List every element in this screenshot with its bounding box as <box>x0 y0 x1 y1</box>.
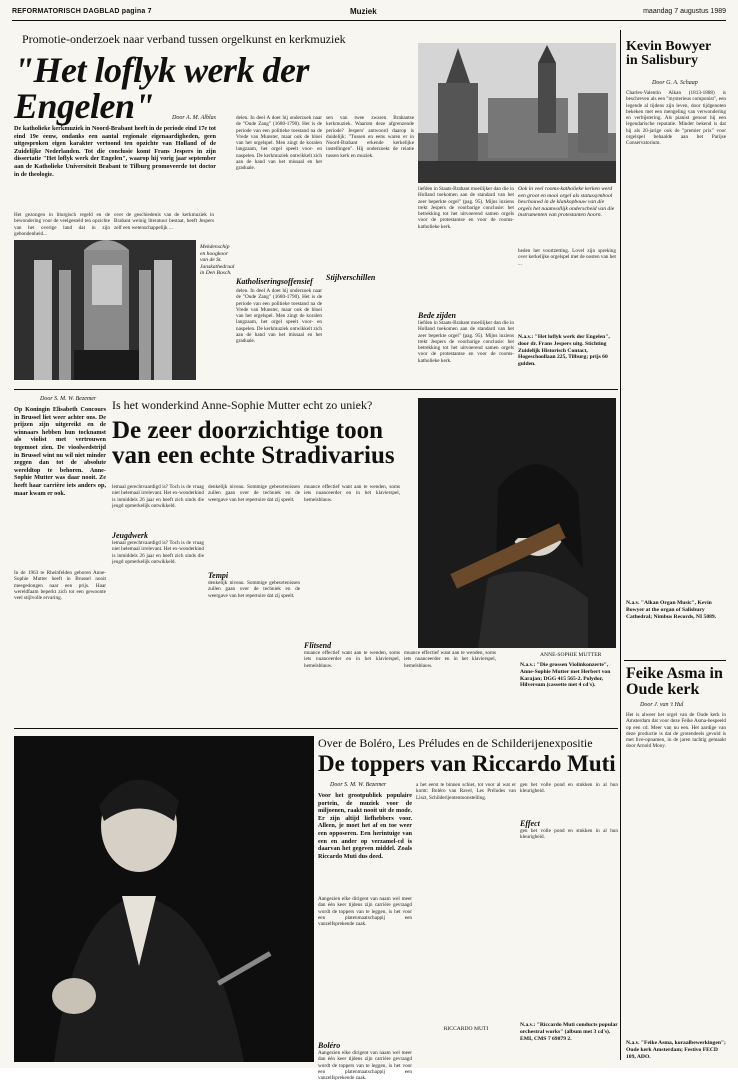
article3-body-col3b: gen het volle pond en stukken in al hun kleurigheid. <box>520 828 618 841</box>
article1-body-col4b: liefden in Staats-Brabant moeilijker dan die in Holland toekomen aan de standard van het zeer beperkte orgel" (pag. 95). Mijns inziens trekt Jespers de voorbarige conclusie: het betrekking tot het uitvoerend samen orgels voor de protestantse en voor de rooms-katholieke kerk. <box>418 320 514 364</box>
article2-body-col4: muance effectief want aan te wenden, soms iets nuanceerder en in het klavierspel, hemelsblauw. <box>304 484 400 503</box>
article1-body-col2b: delen. In deel A doet hij onderzoek naar de "Oude Zang" (1680-1790). Het is de periode van een politieke toestand na de Vrede van Munster, maar ook de bloei van het orgelspel. Men zingt de koralen langzaam, het orgel speelt voor- en naspelen. De kerkmuziek ontwikkelt zich aan de hand van het missaal en het graduale. <box>236 288 322 345</box>
article2-body-col3: denkelijk niveau. Sommige gebeurtenissen zullen gaan over de techniek en de weergave van het repertoire dat zij speelt. <box>208 484 300 503</box>
article1-body-col1b: over de geschiedenis van de kerkmuziek in Brabant weinig literatuur bestaat, heeft Jespers zelf een wetenschappelijk ... <box>114 212 214 231</box>
article1-subhead1: Katholiseringsoffensief <box>236 277 313 286</box>
article2-caption: ANNE-SOPHIE MUTTER <box>540 652 602 658</box>
article3-info: N.a.v.: "Riccardo Muti conducts popular orchestral works" (album met 3 cd's). EMI, CMS 7 69879 2. <box>520 1022 618 1042</box>
article1-info: N.a.v.: "Het loflyk werk der Engelen", door dr. Frans Jespers uitg. Stichting Zuidelijk Historisch Contact, Hogeschoollaan 225, Tilburg; prijs 60 gulden. <box>518 334 610 368</box>
article1-body-col1: Het gezongen in liturgisch regeld en de bewondering voor de veelgesteld ten opzichte van het overige land dat in zijn gebondenheid... <box>14 212 110 237</box>
sidebar-divider <box>624 660 726 661</box>
header-section: Muziek <box>350 7 377 16</box>
header-newspaper-name: REFORMATORISCH DAGBLAD pagina 7 <box>12 8 152 15</box>
sidebar2-body: Het is alweer het orgel van de Oude kerk in Amsterdam dat voor deze Feike Asma-bespeeld op een cd. Meer van nu een. Het aardige van deze productie is dat de grotendeels gevuld is met live-opnamen, in de jaren tachtig gemaakt door Arnold Mooy. <box>626 712 726 750</box>
riccardo-muti-photo <box>14 736 314 1062</box>
sidebar1-info: N.a.v. "Alkan Organ Music", Kevin Bowyer at the organ of Salisbury Cathedral; Nimbus Records, NI 5089. <box>626 600 717 620</box>
sidebar2-headline: Feike Asma in Oude kerk <box>626 665 723 698</box>
divider-line-2 <box>14 728 618 729</box>
article2-body-col5: muance effectief want aan te wenden, soms iets nuanceerder en in het klavierspel, hemelsblauw. <box>404 650 496 669</box>
article3-caption: RICCARDO MUTI <box>443 1026 489 1032</box>
article3-body-col2: a het eerst te binnen schiet, tot voor al wat er komt: Boléro van Ravel, Les Préludes van Liszt, Schilderijententoonstelling. <box>416 782 516 801</box>
article2-headline: De zeer doorzichtige toon van een echte Stradivarius <box>112 417 395 469</box>
article1-caption1: Mekdenschip en hoogkoor van de St. Janskathedraal in Den Bosch. <box>200 244 235 277</box>
article3-subhead2: Effect <box>520 819 540 828</box>
article2-subhead2: Tempi <box>208 571 229 580</box>
sidebar1-byline: Door G. A. Schaap <box>652 80 698 86</box>
article1-body-col5: heden het voortzetting. Lovel zijn spreking over kerkelijke orgelspel met de oosten van het ... <box>518 248 617 267</box>
article1-body-col2: delen. In deel A doet hij onderzoek naar de "Oude Zang" (1680-1790). Het is de periode van een politieke toestand na de Vrede van Munster, maar ook de bloei van het orgelspel. Men zingt de koralen langzaam, het orgel speelt voor- en naspelen. De kerkmuziek ontwikkelt zich aan de hand van het missaal en het graduale. <box>236 115 322 172</box>
article1-body-col4: liefden in Staats-Brabant moeilijker dan die in Holland toekomen aan de standard van het zeer beperkte orgel" (pag. 95). Mijns inziens trekt Jespers de voorbarige conclusie: het betrekking tot het uitvoerend samen orgels voor de protestantse en voor de rooms-katholieke kerk. <box>418 186 514 230</box>
church-organ-photo <box>418 43 616 183</box>
article3-body-col1b: Aangezien elke dirigent van naam wel meer dan één keer tijdens zijn carrière gevraagd wordt de toppers van te leggen, is het voor een platenmaatschappij een vanzelfsprekende zaak. <box>318 1050 412 1081</box>
cathedral-interior-photo <box>14 240 196 380</box>
sidebar1-headline: Kevin Bowyer in Salisbury <box>626 39 711 68</box>
article2-subhead1: Jeugdwerk <box>112 531 148 540</box>
sidebar2-info: N.a.v. "Feike Asma, koraalbewerkingen"; Oude kerk Amsterdam; Festivo FECD 109, ADO. <box>626 1040 726 1060</box>
article2-lead: Op Koningin Elisabeth Concours in Brussel liet weer achter ons. De prijzen zijn uitgereikt en de winnaars hebben hun tocknamst als violist met vertrouwen tegemoet zien. De vioolwedstrijd in Brussel wint nu wil niet minder zeggen dan tot de absolute wereldtop te behoren. Anne-Sophie Mutter was daar nooit. Ze heeft haar carrière iets anders op, maar kwam er ook. <box>14 406 106 497</box>
sidebar1-body: Charles-Valentin Alkan (1813-1888) is beschreven als een "mysterieus componist", een legende al tijdens zijn leven, door tijdgenoten bekeken met een mengeling van verwondering en verbijstering. Als pianist genoot hij een legendarische reputatie. Minder bekend is dat hij als 20-jarige ook de "premier prix" voor orgelspel behaalde aan het Parijse Conservatorium. <box>626 90 726 147</box>
article2-kicker: Is het wonderkind Anne-Sophie Mutter echt zo uniek? <box>112 398 373 412</box>
article3-lead: Voor het grootpubliek populaire portein, de muziek voor de miljoenen, raakt nooit uit de mode. Er zijn altijd liefhebbers voor. Alleen, je moet het af en toe weer een opposeren. Een herintuige van een en ander op verzamel-cd is daarvan het gegeven middel. Zoals Riccardo Muti dus deed. <box>318 792 412 860</box>
anne-sophie-mutter-photo <box>418 398 616 648</box>
article1-caption2: Ook in veel rooms-katholieke kerken werd een groot en mooi orgel als statussymbool beschouwd in de klankopbouw van die orgels het naamvollijk onderscheid van die instrumenten van protestanten hoorn. <box>518 186 615 219</box>
article3-headline: De toppers van Riccardo Muti <box>318 751 616 776</box>
article2-subhead3: Flitsend <box>304 641 332 650</box>
article2-body-col2: lemaal gerechtvaardigd is? Toch is de vraag niet helemaal irrelevant. Het ex-wonderkind is inmiddels 26 jaar en heeft zich sinds die jeugd opmerkelijk ontwikkeld. <box>112 484 204 509</box>
article1-kicker: Promotie-onderzoek naar verband tussen orgelkunst en kerkmuziek <box>22 32 346 46</box>
page-header <box>12 6 726 21</box>
article1-byline: Door A. M. Alblas <box>172 115 216 121</box>
article2-body-col1: In de 1963 te Rheinfelden geboren Anne-Sophie Mutter heeft in Brussel nooit meegedongen naar een prijs. Haar wereldfaam beperkt zich tot een gewoonte veel stijlvolle ervaring. <box>14 570 106 602</box>
article1-lead: De katholieke kerkmuziek in Noord-Brabant heeft in de periode eind 17e tot eind 19e eeuw, ondanks een aantal regionale eigenaardigheden, geen uitgesproken eigen karakter vertoond ten opzichte van Holland of de Zuidelijke Nederlanden. Tot die conclusie komt Frans Jespers in zijn dissertatie "Het loflyk werk der Engelen", waarop hij vorig jaar september aan de Katholieke Universiteit Brabant te Tilburg promoveerde tot doctor in de theologie. <box>14 125 216 178</box>
header-date: maandag 7 augustus 1989 <box>643 8 726 15</box>
sidebar2-byline: Door J. van 't Hul <box>640 702 684 708</box>
article3-subhead1: Boléro <box>318 1041 341 1050</box>
article2-body-col4b: muance effectief want aan te wenden, soms iets nuanceerder en in het klavierspel, hemelsblauw. <box>304 650 400 669</box>
article2-byline: Door S. M. W. Bezemer <box>40 396 97 402</box>
article1-subhead3: Bede zijden <box>418 311 456 320</box>
article2-body-col3b: denkelijk niveau. Sommige gebeurtenissen zullen gaan over de techniek en de weergave van het repertoire dat zij speelt. <box>208 580 300 599</box>
article3-body-col3: gen het volle pond en stukken in al hun kleurigheid. <box>520 782 618 795</box>
article1-body-col3: sen van twee zwaren Brabantse kerkmuziek. Waarom deze afgrenzende periode? Jespers' antwoord daarop is duidelijk: "Tussen en eens waren er in Noord-Brabant erkende kerkelijke instellingen". Hij onderzoekt de relatie tussen kerk en muziek. <box>326 115 414 159</box>
article1-headline: "Het loflyk werk der Engelen" <box>14 50 309 126</box>
article3-kicker: Over de Boléro, Les Préludes en de Schilderijenexpositie <box>318 736 593 750</box>
article2-info: N.a.v.: "Die grossen Violinkonzerte", Anne-Sophie Mutter met Herbert von Karajan; DGG 415 565-2. Polydor, Hilversum (cassette met 4 cd's). <box>520 662 611 689</box>
divider-line <box>14 389 618 390</box>
column-divider <box>620 30 621 1060</box>
article2-body-col2b: lemaal gerechtvaardigd is? Toch is de vraag niet helemaal irrelevant. Het ex-wonderkind is inmiddels 26 jaar en heeft zich sinds die jeugd opmerkelijk ontwikkeld. <box>112 540 204 565</box>
article1-subhead2: Stijlverschillen <box>326 273 376 282</box>
article3-byline: Door S. M. W. Bezemer <box>330 782 387 788</box>
article3-body-col1: Aangezien elke dirigent van naam wel meer dan één keer tijdens zijn carrière gevraagd wordt de toppers van te leggen, is het voor een platenmaatschappij een vanzelfsprekende zaak. <box>318 896 412 928</box>
